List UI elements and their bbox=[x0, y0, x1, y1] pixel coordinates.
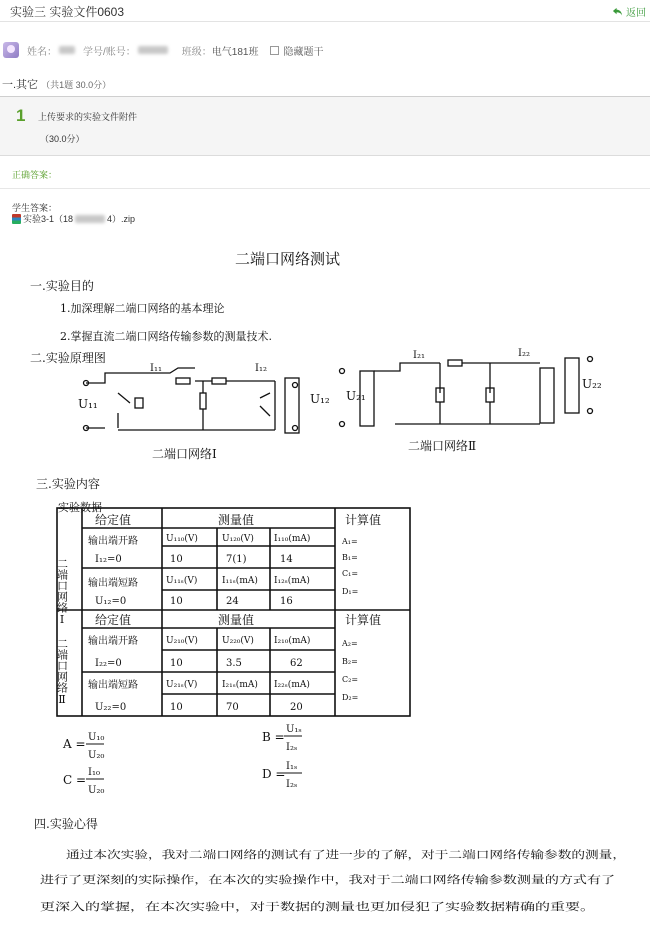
formula-a-den: U₂₀ bbox=[88, 750, 105, 761]
section-summary: （共1题 30.0分） bbox=[41, 80, 112, 90]
r4-m3: 16 bbox=[280, 596, 293, 607]
attachment-name: 实验3-1（18 bbox=[23, 214, 74, 224]
circuit2-u22: U₂₂ bbox=[582, 377, 602, 391]
r7-m3: I₂₂ₛ(mA) bbox=[274, 680, 310, 690]
doc-sec2: 二.实验原理图 bbox=[30, 351, 106, 365]
r5-m2: U₂₂₀(V) bbox=[222, 636, 254, 646]
hide-questions-checkbox[interactable] bbox=[270, 46, 279, 55]
r3-given-b: U₁₂=0 bbox=[95, 596, 127, 607]
hide-questions-label: 隐藏题干 bbox=[283, 46, 324, 58]
circuit2-i21: I₂₁ bbox=[413, 350, 425, 361]
th-measured-2: 测量值 bbox=[218, 613, 255, 627]
r5-given: 输出端开路 bbox=[88, 636, 138, 647]
r7-given-b: U₂₂=0 bbox=[95, 702, 127, 713]
doc-title: 二端口网络测试 bbox=[235, 250, 341, 268]
doc-p1: 通过本次实验，我对二端口网络的测试有了进一步的了解，对于二端口网络传输参数的测量， bbox=[66, 849, 497, 861]
formula-d-den: I₂ₛ bbox=[286, 779, 298, 790]
r2-m2: 7(1) bbox=[226, 554, 247, 565]
student-answer-label: 学生答案： bbox=[12, 203, 58, 213]
id-label: 学号/账号： bbox=[83, 46, 136, 58]
doc-obj2: 2.掌握直流二端口网络传输参数的测量技术. bbox=[60, 330, 272, 343]
question-number: 1 bbox=[16, 106, 26, 125]
back-button[interactable] bbox=[612, 4, 646, 19]
calc1-b: B₁= bbox=[342, 553, 358, 562]
circuit1-i11: I₁₁ bbox=[150, 363, 162, 374]
doc-sub3: 实验数据 bbox=[58, 501, 102, 514]
uploaded-document-image bbox=[0, 228, 650, 943]
class-value: 电气181班 bbox=[211, 46, 259, 58]
net2-side-label: 二端口网络Ⅱ bbox=[55, 638, 69, 706]
correct-answer-label: 正确答案： bbox=[12, 170, 58, 180]
formula-d-lhs: D = bbox=[262, 767, 286, 781]
th-measured-1: 测量值 bbox=[218, 513, 255, 527]
th-given-2: 给定值 bbox=[95, 613, 132, 627]
formula-b-num: U₁ₛ bbox=[286, 724, 302, 735]
back-label: 返回 bbox=[626, 8, 646, 19]
doc-sec1: 一.实验目的 bbox=[30, 279, 94, 293]
r8-m2: 70 bbox=[226, 702, 239, 713]
r3-m2: I₁₁ₛ(mA) bbox=[222, 576, 258, 586]
r1-given: 输出端开路 bbox=[88, 536, 138, 547]
r5-m1: U₂₁₀(V) bbox=[166, 636, 198, 646]
avatar bbox=[3, 42, 19, 58]
calc2-a: A₂= bbox=[342, 639, 358, 648]
r7-m2: I₂₁ₛ(mA) bbox=[222, 680, 258, 690]
section-name: 一.其它 bbox=[2, 79, 39, 91]
formula-a-lhs: A = bbox=[63, 737, 86, 751]
attachment-redacted bbox=[75, 215, 105, 223]
th-calc-2: 计算值 bbox=[345, 613, 382, 627]
r1-m3: I₁₁₀(mA) bbox=[274, 534, 311, 544]
th-given-1: 给定值 bbox=[95, 513, 132, 527]
circuit1-u12: U₁₂ bbox=[310, 392, 330, 406]
r6-m3: 62 bbox=[290, 658, 303, 669]
r1-m1: U₁₁₀(V) bbox=[166, 534, 198, 544]
r2-m1: 10 bbox=[170, 554, 183, 565]
doc-p3: 更深入的掌握，在本次实验中，对于数据的测量也更加侵犯了实验数据精确的重要。 bbox=[40, 901, 429, 913]
class-label: 班级： bbox=[181, 46, 212, 58]
doc-obj1: 1.加深理解二端口网络的基本理论 bbox=[60, 302, 225, 315]
r1-given-b: I₁₂=0 bbox=[95, 554, 122, 565]
r4-m1: 10 bbox=[170, 596, 183, 607]
r6-m2: 3.5 bbox=[226, 658, 242, 669]
calc2-c: C₂= bbox=[342, 675, 359, 684]
attachment-link[interactable] bbox=[12, 212, 135, 225]
calc1-c: C₁= bbox=[342, 569, 359, 578]
calc2-b: B₂= bbox=[342, 657, 358, 666]
formula-c-den: U₂₀ bbox=[88, 785, 105, 796]
zip-file-icon bbox=[12, 214, 21, 224]
r3-m3: I₁₂ₛ(mA) bbox=[274, 576, 310, 586]
calc1-d: D₁= bbox=[342, 587, 359, 596]
r3-given: 输出端短路 bbox=[88, 578, 138, 589]
id-redacted bbox=[138, 46, 168, 54]
circuit1-u11: U₁₁ bbox=[78, 397, 98, 411]
name-label: 姓名： bbox=[27, 46, 57, 58]
title-bar bbox=[0, 0, 650, 22]
attachment-suffix: 4）.zip bbox=[107, 214, 136, 224]
question-box bbox=[0, 96, 650, 156]
doc-sec3: 三.实验内容 bbox=[36, 477, 100, 491]
r2-m3: 14 bbox=[280, 554, 293, 565]
handwritten-report bbox=[0, 228, 650, 943]
r7-given: 输出端短路 bbox=[88, 680, 138, 691]
circuit2-i22: I₂₂ bbox=[518, 348, 530, 359]
r5-m3: I₂₁₀(mA) bbox=[274, 636, 311, 646]
name-redacted bbox=[59, 46, 75, 54]
calc1-a: A₁= bbox=[342, 537, 358, 546]
th-calc-1: 计算值 bbox=[345, 513, 382, 527]
r5-given-b: I₂₂=0 bbox=[95, 658, 122, 669]
net1-side-label: 二端口网络Ⅰ bbox=[55, 558, 69, 626]
doc-p2: 进行了更深刻的实际操作，在本次的实验操作中，我对于二端口网络传输参数测量的方式有了 bbox=[40, 874, 471, 886]
r6-m1: 10 bbox=[170, 658, 183, 669]
student-info-bar bbox=[0, 40, 650, 60]
divider bbox=[0, 188, 650, 189]
formula-a-num: U₁₀ bbox=[88, 732, 105, 743]
r8-m1: 10 bbox=[170, 702, 183, 713]
r8-m3: 20 bbox=[290, 702, 303, 713]
r4-m2: 24 bbox=[226, 596, 239, 607]
section-title bbox=[2, 76, 111, 92]
hide-questions-toggle[interactable] bbox=[270, 43, 323, 58]
doc-net2-label: 二端口网络Ⅱ bbox=[408, 439, 477, 453]
r7-m1: U₂₁ₛ(V) bbox=[166, 680, 198, 690]
page-title: 实验三 实验文件0603 bbox=[10, 5, 125, 19]
calc2-d: D₂= bbox=[342, 693, 359, 702]
formula-b-den: I₂ₛ bbox=[286, 742, 298, 753]
r3-m1: U₁₁ₛ(V) bbox=[166, 576, 198, 586]
circuit2-u21: U₂₁ bbox=[346, 389, 366, 403]
back-arrow-icon bbox=[612, 6, 623, 17]
circuit1-i12: I₁₂ bbox=[255, 363, 267, 374]
formula-d-num: I₁ₛ bbox=[286, 761, 298, 772]
question-text: 上传要求的实验文件附件 bbox=[38, 112, 138, 122]
doc-sec4: 四.实验心得 bbox=[34, 817, 98, 831]
formula-c-lhs: C = bbox=[63, 773, 87, 787]
doc-net1-label: 二端口网络Ⅰ bbox=[152, 447, 217, 461]
formula-b-lhs: B = bbox=[262, 730, 285, 744]
formula-c-num: I₁₀ bbox=[88, 767, 100, 778]
r1-m2: U₁₂₀(V) bbox=[222, 534, 254, 544]
question-score: （30.0分） bbox=[40, 134, 85, 144]
